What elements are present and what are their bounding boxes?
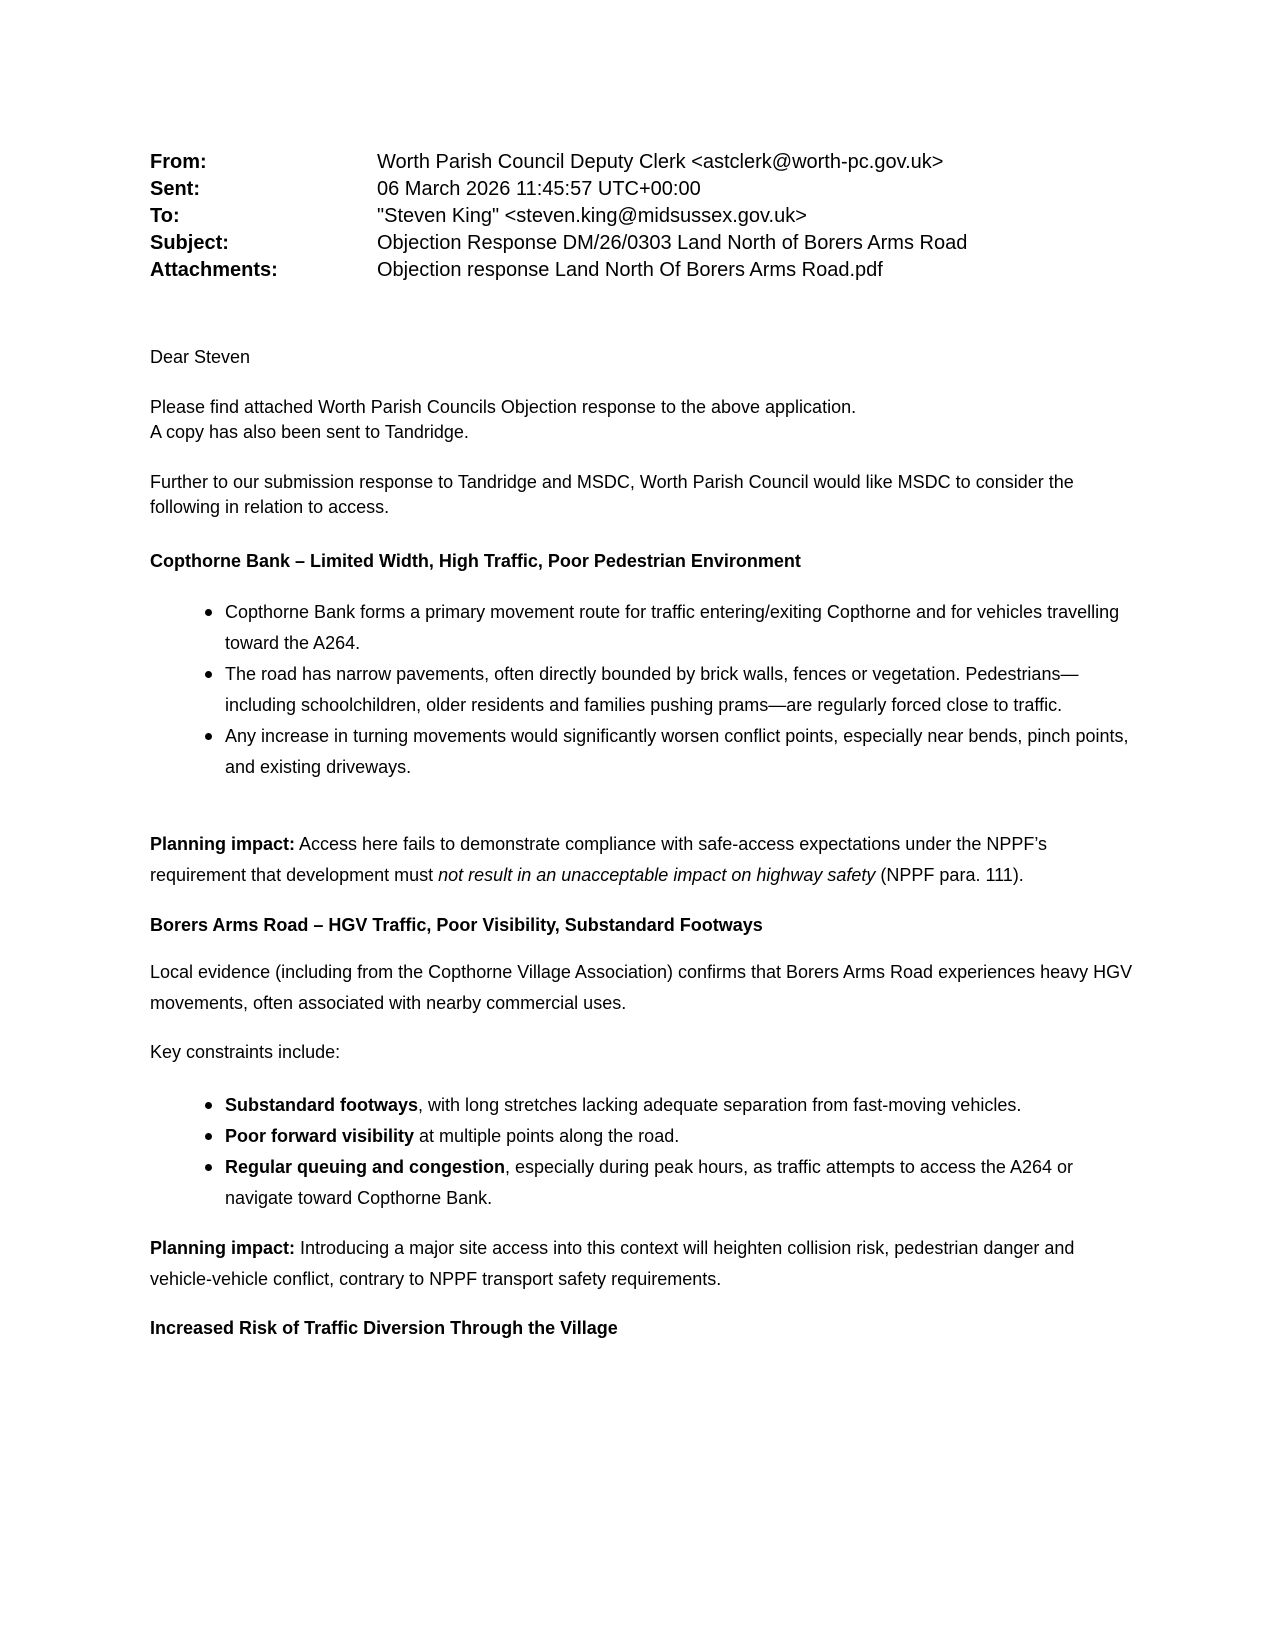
intro-paragraph [150, 395, 1135, 445]
sent-label: Sent: [150, 178, 200, 200]
list-item: Copthorne Bank forms a primary movement route for traffic entering/exiting Copthorne and for vehicles travelling toward the A264. [205, 597, 1135, 659]
key-constraints-intro: Key constraints include: [150, 1042, 341, 1062]
from-label: From: [150, 151, 207, 173]
planning-impact-1 [150, 829, 1135, 891]
list-item [205, 1121, 1135, 1152]
planning-impact-label: Planning impact: [150, 834, 296, 854]
intro-line-1: Please find attached Worth Parish Councils Objection response to the above application. [150, 397, 857, 417]
to-value: "Steven King" <steven.king@midsussex.gov.uk> [377, 205, 807, 227]
header-sent-row [150, 175, 1150, 203]
section-heading-copthorne-bank: Copthorne Bank – Limited Width, High Traffic, Poor Pedestrian Environment [150, 551, 801, 571]
attachments-label: Attachments: [150, 259, 278, 281]
sent-value: 06 March 2026 11:45:57 UTC+00:00 [377, 178, 701, 200]
header-attachments-row [150, 256, 1150, 284]
list-item-bold: Poor forward visibility [225, 1126, 415, 1146]
list-item [205, 1152, 1135, 1214]
intro-line-2: A copy has also been sent to Tandridge. [150, 422, 469, 442]
planning-impact-label: Planning impact: [150, 1238, 296, 1258]
list-item-bold: Substandard footways [225, 1095, 419, 1115]
list-item: The road has narrow pavements, often directly bounded by brick walls, fences or vegetation. Pedestrians—including schoolchildren, older residents and families pushing prams—are regularly forced close to traffic. [205, 659, 1135, 721]
copthorne-bank-list [205, 597, 1135, 783]
subject-label: Subject: [150, 232, 229, 254]
greeting: Dear Steven [150, 347, 251, 367]
header-subject-row [150, 229, 1150, 257]
planning-impact-italic: not result in an unacceptable impact on highway safety [438, 865, 876, 885]
list-item-text: , with long stretches lacking adequate separation from fast-moving vehicles. [418, 1095, 1022, 1115]
header-to-row [150, 202, 1150, 230]
section-heading-traffic-diversion: Increased Risk of Traffic Diversion Through the Village [150, 1318, 618, 1338]
list-item: Any increase in turning movements would significantly worsen conflict points, especially near bends, pinch points, and existing driveways. [205, 721, 1135, 783]
planning-impact-2 [150, 1233, 1135, 1295]
borers-arms-paragraph: Local evidence (including from the Copthorne Village Association) confirms that Borers Arms Road experiences heavy HGV movements, often associated with nearby commercial uses. [150, 962, 1133, 1013]
list-item [205, 1090, 1135, 1121]
list-item-text: , especially during peak hours, as traffic attempts to access the A264 or navigate toward Copthorne Bank. [225, 1157, 1073, 1208]
planning-impact-text-end: (NPPF para. 111). [875, 865, 1024, 885]
subject-value: Objection Response DM/26/0303 Land North of Borers Arms Road [377, 232, 968, 254]
further-paragraph: Further to our submission response to Tandridge and MSDC, Worth Parish Council would like MSDC to consider the following in relation to access. [150, 472, 1074, 517]
section-heading-borers-arms: Borers Arms Road – HGV Traffic, Poor Visibility, Substandard Footways [150, 915, 763, 935]
list-item-text: at multiple points along the road. [414, 1126, 680, 1146]
header-from-row [150, 148, 1150, 176]
list-item-bold: Regular queuing and congestion [225, 1157, 506, 1177]
planning-impact-text: Access here fails to demonstrate compliance with safe-access expectations under the NPPF’s requirement that development must [150, 834, 1048, 885]
planning-impact-text: Introducing a major site access into this context will heighten collision risk, pedestrian danger and vehicle-vehicle conflict, contrary to NPPF transport safety requirements. [150, 1238, 1075, 1289]
attachment-link[interactable]: Objection response Land North Of Borers Arms Road.pdf [377, 259, 883, 281]
key-constraints-list [205, 1090, 1135, 1214]
from-value: Worth Parish Council Deputy Clerk <astclerk@worth-pc.gov.uk> [377, 151, 944, 173]
to-label: To: [150, 205, 180, 227]
